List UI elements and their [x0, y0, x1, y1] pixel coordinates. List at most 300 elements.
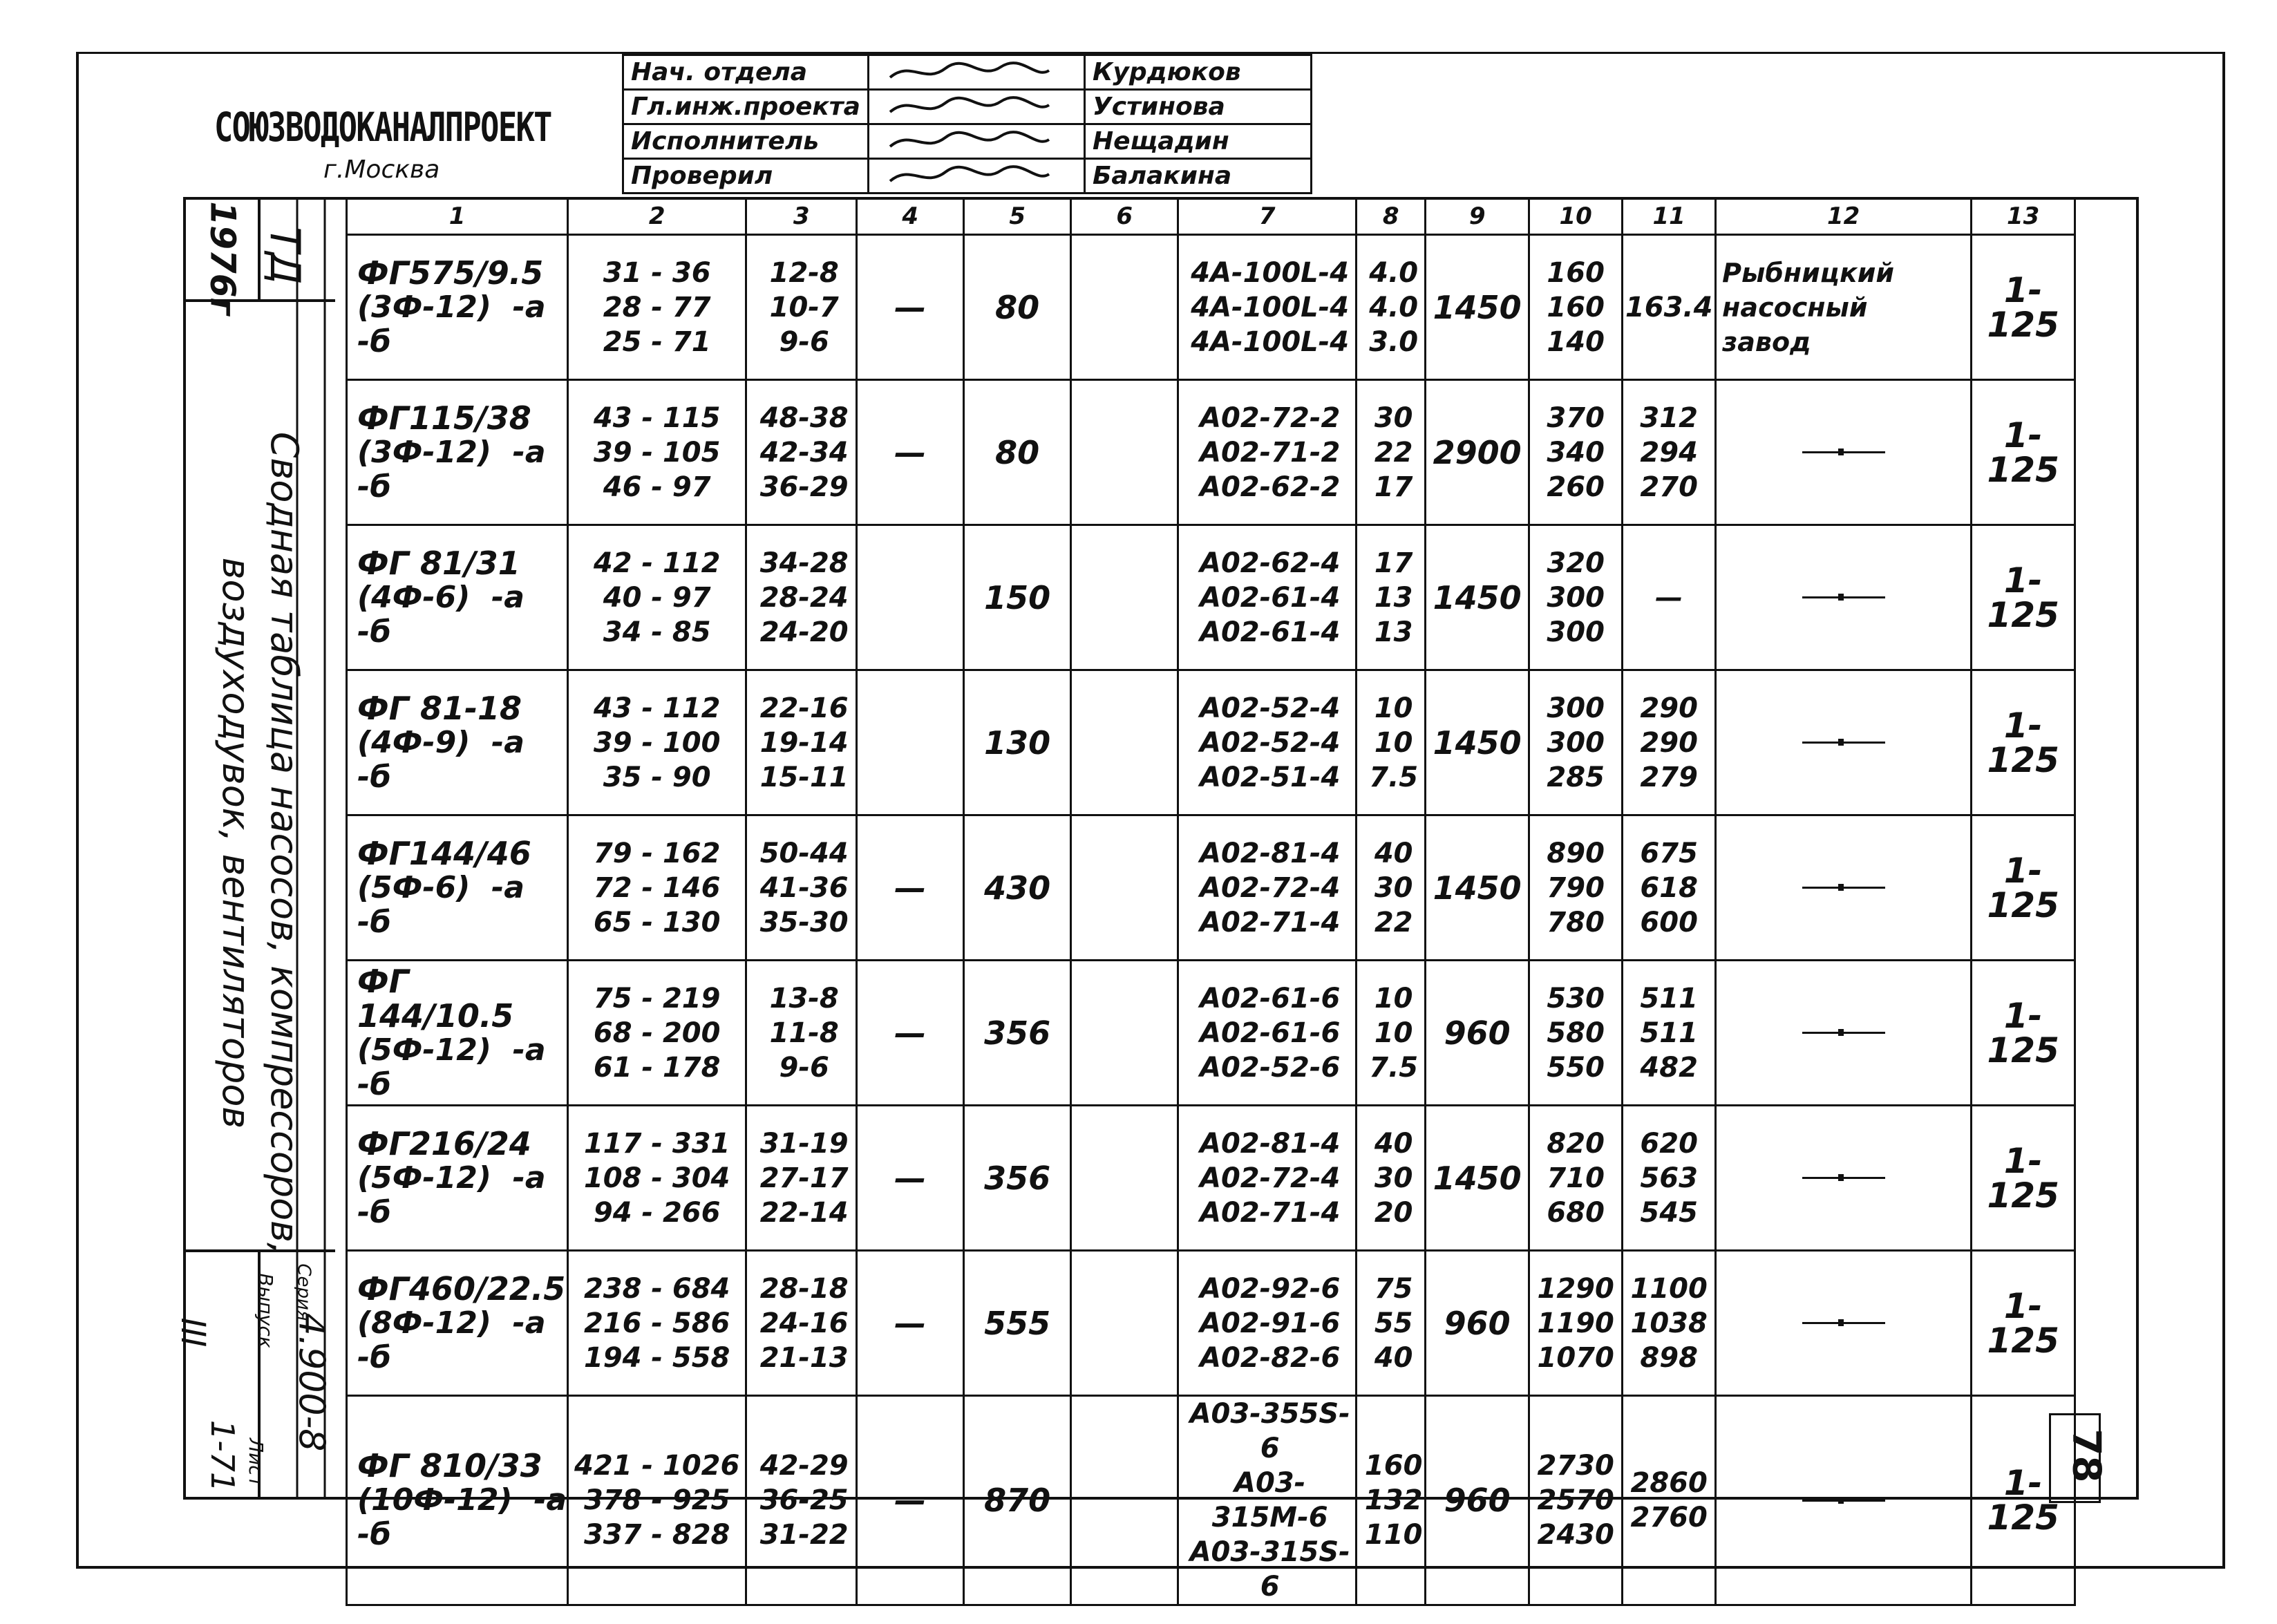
pump-type: (3Ф-12) [357, 434, 491, 470]
pump-type: (3Ф-12) [357, 289, 491, 325]
cell-value: 1038 [1630, 1307, 1708, 1339]
pump-variants: -а -б [357, 289, 546, 359]
cell-value: 40 [1374, 1341, 1413, 1374]
cell-value: 4.0 [1369, 291, 1419, 323]
cell-stack [746, 961, 857, 1106]
cell-value: А02-71-4 [1200, 1196, 1341, 1229]
empty-cell [1071, 815, 1178, 961]
column-header: 8 [1357, 198, 1426, 235]
cell-stack [1178, 1106, 1357, 1251]
cell-value: 356 [964, 961, 1071, 1106]
cell-stack [1178, 380, 1357, 525]
cell-value: 890 [1547, 837, 1605, 869]
empty-cell [1071, 1251, 1178, 1396]
cell-value: 110 [1364, 1519, 1423, 1551]
cell-value: 40 [1374, 1127, 1413, 1160]
column-header: 6 [1071, 198, 1178, 235]
cell-value [857, 525, 964, 670]
signature-name: Устинова [1084, 90, 1311, 124]
cell-value: А02-52-4 [1200, 726, 1341, 759]
cell-value: 545 [1640, 1196, 1698, 1229]
cell-value: 24-16 [759, 1307, 849, 1339]
cell-value: 80 [964, 380, 1071, 525]
ditto-mark [1716, 1106, 1972, 1251]
pump-model-cell [347, 1251, 568, 1396]
cell-value: 2860 [1630, 1467, 1708, 1499]
cell-value: 28-18 [759, 1272, 849, 1305]
cell-value: 898 [1640, 1341, 1698, 1374]
page-number-box [2049, 1413, 2109, 1503]
cell-value: 34-28 [759, 547, 849, 579]
cell-value: 42-34 [759, 436, 849, 469]
ditto-dash [1802, 1322, 1885, 1324]
issue-number: III [173, 1317, 213, 1348]
catalog-ref: 1-125 [1972, 1396, 2075, 1605]
cell-stack [1357, 525, 1426, 670]
empty-cell [1071, 961, 1178, 1106]
pump-model-cell [347, 525, 568, 670]
cell-stack [1623, 670, 1716, 815]
cell-value: 22 [1374, 906, 1413, 938]
cell-value: А02-72-4 [1200, 871, 1341, 904]
cell-value: 618 [1640, 871, 1698, 904]
cell-value: 820 [1547, 1127, 1605, 1160]
cell-value: 27-17 [759, 1162, 849, 1194]
empty-cell [1071, 1396, 1178, 1605]
handwritten-signature [868, 124, 1084, 159]
cell-value: 378 - 925 [583, 1484, 730, 1516]
cell-value: А02-51-4 [1200, 761, 1341, 793]
cell-value: — [857, 961, 964, 1106]
table-row [347, 235, 2075, 380]
cell-value: 42-29 [759, 1450, 849, 1482]
cell-value: 22-14 [759, 1196, 849, 1229]
series-label: Серия [293, 1263, 314, 1321]
cell-stack [1529, 1106, 1623, 1251]
cell-value: 4А-100L-4 [1191, 291, 1350, 323]
cell-value: 35-30 [759, 906, 849, 938]
cell-value: 421 - 1026 [574, 1450, 740, 1482]
catalog-ref: 1-125 [1972, 815, 2075, 961]
cell-stack [1529, 1396, 1623, 1605]
cell-value: 21-13 [759, 1341, 849, 1374]
cell-value: 50-44 [759, 837, 849, 869]
cell-value: 17 [1374, 547, 1413, 579]
cell-stack [568, 380, 746, 525]
cell-value: 75 [1374, 1272, 1413, 1305]
cell-stack [568, 1106, 746, 1251]
cell-value: 2430 [1537, 1519, 1614, 1551]
pump-model-cell [347, 961, 568, 1106]
cell-value: 140 [1547, 325, 1605, 358]
cell-value: 370 [1547, 402, 1605, 434]
pump-model: ФГ216/24 [357, 1124, 531, 1162]
cell-value: 43 - 115 [593, 402, 721, 434]
cell-value: — [857, 1106, 964, 1251]
ditto-dash [1802, 1032, 1885, 1034]
cell-value: 600 [1640, 906, 1698, 938]
cell-value: 150 [964, 525, 1071, 670]
cell-value: 11-8 [769, 1017, 839, 1049]
cell-value: 1450 [1426, 815, 1529, 961]
catalog-ref: 1-125 [1972, 235, 2075, 380]
table-row [347, 380, 2075, 525]
cell-value: 680 [1547, 1196, 1605, 1229]
cell-value: 10 [1374, 1017, 1413, 1049]
cell-value: А02-82-6 [1200, 1341, 1341, 1374]
pump-type: (4Ф-9) [357, 724, 471, 760]
cell-value: 163.4 [1625, 291, 1713, 323]
cell-stack [1357, 815, 1426, 961]
column-header: 4 [857, 198, 964, 235]
cell-value: 530 [1547, 982, 1605, 1014]
cell-value: 2730 [1537, 1450, 1614, 1482]
cell-stack [1357, 1396, 1426, 1605]
signature-row [623, 159, 1312, 193]
cell-value: 780 [1547, 906, 1605, 938]
cell-value: 279 [1640, 761, 1698, 793]
cell-stack [1623, 1251, 1716, 1396]
signature-role: Проверил [623, 159, 869, 193]
cell-value: 2760 [1630, 1502, 1708, 1533]
pump-type: (5Ф-12) [357, 1160, 491, 1196]
cell-value: 1290 [1537, 1272, 1614, 1305]
cell-value: 24-20 [759, 616, 849, 648]
manufacturer-cell: Рыбницкий насосный завод [1716, 235, 1972, 380]
column-header: 3 [746, 198, 857, 235]
cell-stack [1529, 670, 1623, 815]
cell-value: 20 [1374, 1196, 1413, 1229]
cell-value: 960 [1426, 1251, 1529, 1396]
pump-model: ФГ144/46 [357, 834, 531, 872]
signature-role: Нач. отдела [623, 55, 869, 90]
cell-value: А03-355S-6 [1189, 1398, 1350, 1464]
cell-value: 511 [1640, 1017, 1698, 1049]
ditto-mark [1716, 961, 1972, 1106]
signature-row [623, 90, 1312, 124]
column-header: 2 [568, 198, 746, 235]
pump-model: ФГ460/22.5 [357, 1269, 566, 1307]
catalog-ref: 1-125 [1972, 670, 2075, 815]
cell-value [857, 670, 964, 815]
cell-value: 30 [1374, 402, 1413, 434]
cell-value: 94 - 266 [593, 1196, 721, 1229]
cell-value: 870 [964, 1396, 1071, 1605]
pump-model: ФГ 144/10.5 [357, 962, 514, 1035]
cell-value: 35 - 90 [603, 761, 711, 793]
cell-value: 13-8 [769, 982, 839, 1014]
cell-value: 28-24 [759, 581, 849, 614]
cell-stack [1357, 235, 1426, 380]
cell-value: 260 [1547, 471, 1605, 503]
ditto-mark [1716, 380, 1972, 525]
cell-value: 312 [1640, 402, 1698, 434]
table-row [347, 525, 2075, 670]
cell-value: 3.0 [1369, 325, 1419, 358]
cell-value: А02-52-4 [1200, 692, 1341, 724]
cell-stack [568, 525, 746, 670]
cell-value: 19-14 [759, 726, 849, 759]
cell-stack [1178, 670, 1357, 815]
cell-value: 300 [1547, 692, 1605, 724]
cell-stack [1357, 1251, 1426, 1396]
cell-value: А02-61-6 [1200, 982, 1341, 1014]
cell-stack [568, 235, 746, 380]
ditto-dash [1802, 1177, 1885, 1179]
cell-stack [1529, 380, 1623, 525]
cell-value: 550 [1547, 1051, 1605, 1084]
pump-type: (5Ф-6) [357, 869, 471, 905]
cell-value: — [857, 1396, 964, 1605]
cell-value: А02-81-4 [1200, 837, 1341, 869]
pump-model: ФГ575/9.5 [357, 254, 544, 292]
cell-stack [746, 1106, 857, 1251]
pump-type: (10Ф-12) [357, 1482, 513, 1518]
pump-model-cell [347, 380, 568, 525]
cell-value: А02-72-2 [1200, 402, 1341, 434]
cell-value: — [857, 380, 964, 525]
cell-value: 2900 [1426, 380, 1529, 525]
cell-stack [568, 1396, 746, 1605]
cell-value: 36-25 [759, 1484, 849, 1516]
cell-stack [1357, 1106, 1426, 1251]
cell-value: А02-72-4 [1200, 1162, 1341, 1194]
cell-value: 39 - 105 [593, 436, 721, 469]
cell-value: 620 [1640, 1127, 1698, 1160]
cell-value: 10-7 [769, 291, 839, 323]
table-row [347, 1396, 2075, 1605]
column-header: 7 [1178, 198, 1357, 235]
cell-value: 511 [1640, 982, 1698, 1014]
cell-value: 1070 [1537, 1341, 1614, 1374]
cell-value: 61 - 178 [593, 1051, 721, 1084]
pump-model-cell [347, 1396, 568, 1605]
cell-stack [746, 1251, 857, 1396]
ditto-dash [1802, 742, 1885, 744]
cell-value: 68 - 200 [593, 1017, 721, 1049]
signature-role: Исполнитель [623, 124, 869, 159]
cell-value: 194 - 558 [583, 1341, 730, 1374]
pump-model-cell [347, 670, 568, 815]
pump-model: ФГ 810/33 [357, 1447, 542, 1484]
cell-stack [746, 235, 857, 380]
cell-stack [1623, 380, 1716, 525]
table-row [347, 1106, 2075, 1251]
cell-value: 160 [1547, 256, 1605, 289]
page-number: 78 [2063, 1428, 2109, 1483]
empty-cell [1071, 1106, 1178, 1251]
cell-value: 13 [1374, 616, 1413, 648]
signature-name: Нещадин [1084, 124, 1311, 159]
cell-value: 356 [964, 1106, 1071, 1251]
cell-value: 2570 [1537, 1484, 1614, 1516]
cell-value: 482 [1640, 1051, 1698, 1084]
cell-stack [1178, 815, 1357, 961]
table-row [347, 1251, 2075, 1396]
ditto-dash [1802, 1500, 1885, 1502]
column-header: 12 [1716, 198, 1972, 235]
cell-value: 340 [1547, 436, 1605, 469]
cell-value: — [857, 235, 964, 380]
cell-value: 960 [1426, 961, 1529, 1106]
cell-value: 160 [1364, 1450, 1423, 1482]
cell-stack [1623, 961, 1716, 1106]
pump-variants: -а -б [357, 1032, 546, 1102]
cell-value: 160 [1547, 291, 1605, 323]
cell-value: 30 [1374, 1162, 1413, 1194]
cell-value: 430 [964, 815, 1071, 961]
cell-value: 290 [1640, 726, 1698, 759]
issue-label: Выпуск [254, 1273, 277, 1348]
handwritten-signature [868, 90, 1084, 124]
pump-model-cell [347, 815, 568, 961]
cell-value: 285 [1547, 761, 1605, 793]
cell-value: 15-11 [759, 761, 849, 793]
cell-value: 320 [1547, 547, 1605, 579]
cell-value: 132 [1364, 1484, 1423, 1516]
pump-variants: -а -б [357, 869, 525, 940]
cell-stack [746, 380, 857, 525]
cell-stack [746, 1396, 857, 1605]
cell-value: 36-29 [759, 471, 849, 503]
ditto-dash [1802, 451, 1885, 453]
column-header: 5 [964, 198, 1071, 235]
cell-value: А02-62-4 [1200, 547, 1341, 579]
pump-type: (4Ф-6) [357, 579, 471, 615]
catalog-ref: 1-125 [1972, 961, 2075, 1106]
ditto-mark [1716, 815, 1972, 961]
signature-name: Балакина [1084, 159, 1311, 193]
pump-variants: -а -б [357, 724, 525, 795]
cell-value: 1450 [1426, 525, 1529, 670]
cell-value: 710 [1547, 1162, 1605, 1194]
cell-stack [1178, 1396, 1357, 1605]
cell-value: 580 [1547, 1017, 1605, 1049]
cell-value: 22 [1374, 436, 1413, 469]
cell-value: 34 - 85 [603, 616, 711, 648]
cell-value: 55 [1374, 1307, 1413, 1339]
cell-stack [1623, 525, 1716, 670]
cell-value: А02-61-6 [1200, 1017, 1341, 1049]
cell-value: — [857, 1251, 964, 1396]
cell-stack [1623, 235, 1716, 380]
cell-value: А02-71-2 [1200, 436, 1341, 469]
cell-value: 563 [1640, 1162, 1698, 1194]
cell-value: А03-315М-6 [1211, 1467, 1328, 1533]
pump-model: ФГ 81/31 [357, 544, 520, 582]
cell-value: 42 - 112 [593, 547, 721, 579]
cell-value: 675 [1640, 837, 1698, 869]
cell-value: 43 - 112 [593, 692, 721, 724]
cell-stack [1178, 1251, 1357, 1396]
cell-value: 10 [1374, 726, 1413, 759]
cell-stack [1623, 815, 1716, 961]
cell-value: 130 [964, 670, 1071, 815]
cell-value: 39 - 100 [593, 726, 721, 759]
table-row [347, 815, 2075, 961]
cell-stack [1529, 815, 1623, 961]
cell-value: А02-62-2 [1200, 471, 1341, 503]
city-label: г.Москва [323, 155, 440, 184]
cell-value: 1450 [1426, 235, 1529, 380]
column-header: 11 [1623, 198, 1716, 235]
ditto-mark [1716, 1251, 1972, 1396]
signature-name: Курдюков [1084, 55, 1311, 90]
pump-variants: -а -б [357, 434, 546, 504]
cell-stack [568, 961, 746, 1106]
cell-value: 1450 [1426, 670, 1529, 815]
cell-stack [568, 670, 746, 815]
cell-value: 300 [1547, 616, 1605, 648]
handwritten-signature [868, 55, 1084, 90]
cell-value: 1450 [1426, 1106, 1529, 1251]
cell-value: 25 - 71 [603, 325, 711, 358]
cell-value: 46 - 97 [603, 471, 711, 503]
cell-stack [1178, 525, 1357, 670]
cell-stack [1623, 1396, 1716, 1605]
cell-value: 337 - 828 [583, 1519, 730, 1551]
catalog-ref: 1-125 [1972, 525, 2075, 670]
cell-value: 72 - 146 [593, 871, 721, 904]
pump-variants: -а -б [357, 1160, 546, 1230]
cell-stack [1529, 961, 1623, 1106]
signature-row [623, 55, 1312, 90]
cell-value: А02-61-4 [1200, 581, 1341, 614]
cell-value: 13 [1374, 581, 1413, 614]
cell-stack [1357, 961, 1426, 1106]
document-title: Сводная таблица насосов, компрессоров, воздуходувок, вентиляторов [214, 431, 306, 1255]
pump-model: ФГ 81-18 [357, 689, 522, 727]
pump-variants: -а -б [357, 1482, 567, 1552]
cell-value: 31-19 [759, 1127, 849, 1160]
cell-stack [568, 1251, 746, 1396]
cell-value: А02-61-4 [1200, 616, 1341, 648]
cell-value: 65 - 130 [593, 906, 721, 938]
cell-value: А02-81-4 [1200, 1127, 1341, 1160]
handwritten-signature [868, 159, 1084, 193]
cell-value: 31-22 [759, 1519, 849, 1551]
ditto-mark [1716, 670, 1972, 815]
cell-value: 7.5 [1369, 1051, 1419, 1084]
cell-value: 216 - 586 [583, 1307, 730, 1339]
cell-value: 960 [1426, 1396, 1529, 1605]
organization-name: СОЮЗВОДОКАНАЛПРОЕКТ [214, 104, 551, 151]
cell-value: 30 [1374, 871, 1413, 904]
cell-value: 28 - 77 [603, 291, 711, 323]
empty-cell [1071, 670, 1178, 815]
cell-value: 4А-100L-4 [1191, 325, 1350, 358]
cell-value: 79 - 162 [593, 837, 721, 869]
signature-row [623, 124, 1312, 159]
column-header: 1 [347, 198, 568, 235]
column-header: 9 [1426, 198, 1529, 235]
cell-value: 790 [1547, 871, 1605, 904]
sheet-label: Лист [244, 1438, 267, 1487]
cell-value: — [1655, 581, 1683, 614]
year-label: 1976г [202, 201, 243, 316]
cell-value: 117 - 331 [583, 1127, 730, 1160]
cell-value: 270 [1640, 471, 1698, 503]
cell-stack [1529, 525, 1623, 670]
cell-value: А02-91-6 [1200, 1307, 1341, 1339]
signature-table [622, 54, 1312, 194]
cell-value: 555 [964, 1251, 1071, 1396]
cell-stack [568, 815, 746, 961]
ditto-mark [1716, 525, 1972, 670]
pump-model-cell [347, 235, 568, 380]
cell-value: 300 [1547, 581, 1605, 614]
cell-stack [1178, 235, 1357, 380]
